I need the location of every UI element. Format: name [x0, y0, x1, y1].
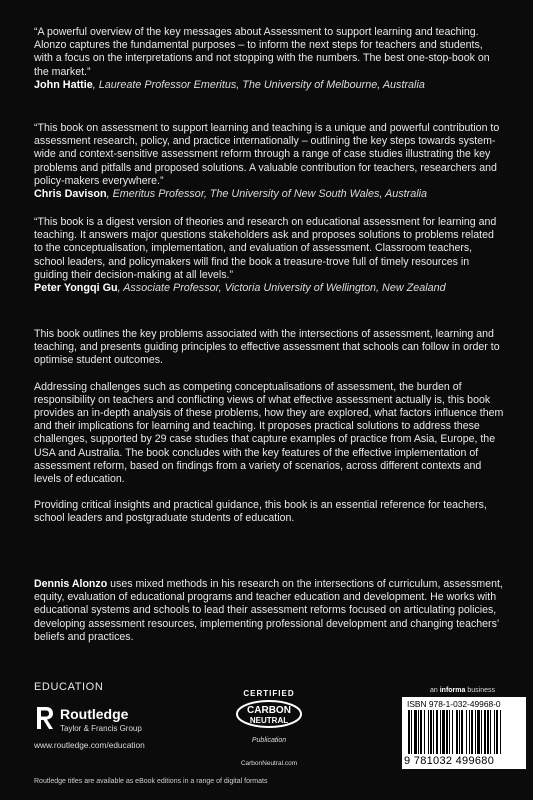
- subject-label: EDUCATION: [34, 681, 104, 693]
- barcode-bar: [481, 710, 482, 754]
- author-affiliation: , Associate Professor, Victoria University of Wellington, New Zealand: [117, 282, 446, 295]
- carbon-neutral-badge: [232, 682, 306, 762]
- publisher-group: Taylor & Francis Group: [60, 724, 142, 733]
- barcode-bar: [449, 710, 450, 754]
- carbon-url: CarbonNeutral.com: [240, 760, 298, 767]
- carbon-main-text-2: NEUTRAL: [249, 716, 289, 725]
- isbn-label: ISBN 978-1-032-49968-0: [407, 699, 501, 709]
- author-affiliation: , Emeritus Professor, The University of New South Wales, Australia: [106, 188, 428, 201]
- barcode-bar: [484, 710, 486, 754]
- publisher-name: Routledge: [60, 706, 129, 722]
- barcode-bar: [428, 710, 429, 754]
- carbon-main-text-1: CARBON: [247, 705, 291, 716]
- barcode-bar: [430, 710, 432, 754]
- barcode-bar: [418, 710, 419, 754]
- barcode-bar: [456, 710, 458, 754]
- barcode-bar: [471, 710, 473, 754]
- endorsement-1: [34, 26, 504, 92]
- barcode-bar: [487, 710, 489, 754]
- barcode-bars: [408, 710, 520, 756]
- endorsement-2: [34, 122, 504, 201]
- endorsement-author: [34, 188, 504, 201]
- informa-suffix: business: [465, 687, 495, 694]
- endorsement-quote: “A powerful overview of the key messages about Assessment to support learning and teaching. Alonzo captures the fundamental purposes – to inform the next steps for teachers and students, with a focus on the interpretations and not stopping with the numbers. The best one-stop-book on the market.”: [34, 26, 490, 78]
- endorsement-author: [34, 79, 504, 92]
- author-name: John Hattie: [34, 78, 93, 91]
- barcode-bar: [436, 710, 438, 754]
- informa-business: [430, 687, 495, 694]
- endorsement-quote: “This book is a digest version of theories and research on educational assessment for learning and teaching. It answers major questions stakeholders ask and proposes solutions to problems related to the conceptualisation, implementation, and evaluation of assessment. Classroom teachers, school leaders, and policymakers will find the book a treasure-trove full of timely resources in guiding their decision-making at all levels.”: [34, 216, 497, 281]
- endorsement-3: [34, 216, 504, 295]
- barcode-bar: [433, 710, 434, 754]
- barcode-bar: [420, 710, 422, 754]
- barcode-bar: [440, 710, 441, 754]
- barcode-bar: [490, 710, 491, 754]
- barcode-digits: 9 781032 499680: [404, 755, 495, 767]
- publisher-logo: [34, 705, 194, 741]
- publisher-url[interactable]: www.routledge.com/education: [34, 740, 145, 750]
- barcode-bar: [466, 710, 467, 754]
- description-paragraph-3: Providing critical insights and practical guidance, this book is an essential reference for teachers, school leaders and postgraduate students of education.: [34, 499, 487, 525]
- endorsement-quote: “This book on assessment to support learning and teaching is a unique and powerful contribution to assessment research, policy, and practice internationally – outlining the key steps towards system-wide and context-sensitive assessment reform through a range of case studies illustrating the key problems and pitfalls and proposed solutions. A valuable contribution for teachers, researchers and policy-makers everywhere.”: [34, 122, 500, 187]
- barcode-bar: [424, 710, 425, 754]
- barcode-bar: [452, 710, 453, 754]
- informa-prefix: an: [430, 687, 440, 694]
- carbon-sub-text: Publication: [251, 737, 287, 744]
- description-paragraph-2: Addressing challenges such as competing conceptualisations of assessment, the burden of responsibility on teachers and conflicting views of what effective assessment actually is, this book provides an in-depth analysis of these problems, how they are explored, what factors influence them and their implications for learning and teaching. It proposes practical solutions to address these challenges, supported by 29 case studies that capture examples of practice from Asia, Europe, the USA and Australia. The book concludes with the key features of the effective implementation of assessment reform, based on findings from a variety of scenarios, across different contexts and levels of education.: [34, 380, 504, 486]
- author-name: Chris Davison: [34, 188, 107, 201]
- barcode-bar: [411, 710, 412, 754]
- bio-author-name: Dennis Alonzo: [34, 578, 108, 590]
- endorsement-author: [34, 282, 504, 295]
- barcode-bar: [496, 710, 498, 754]
- author-bio: [34, 578, 504, 644]
- author-affiliation: , Laureate Professor Emeritus, The University of Melbourne, Australia: [92, 78, 425, 91]
- barcode-bar: [442, 710, 445, 754]
- carbon-certified-text: CERTIFIED: [243, 689, 295, 698]
- bio-text: uses mixed methods in his research on the intersections of curriculum, assessment, equity, evaluation of educational programs and teacher education and development. He works with educational systems and schools to lead their assessment reforms focused on articulating policies, developing assessment resources, implementing professional development and changing teachers’ beliefs and practices.: [34, 578, 503, 643]
- ebook-note: Routledge titles are available as eBook editions in a range of digital formats: [34, 778, 268, 785]
- barcode-bar: [408, 710, 410, 754]
- barcode-bar: [459, 710, 460, 754]
- description-paragraph-1: This book outlines the key problems associated with the intersections of assessment, learning and teaching, and presents guiding principles to effective assessment that schools can follow in order to optimise student outcomes.: [34, 328, 500, 367]
- routledge-r-icon: [34, 705, 56, 731]
- book-description: [34, 328, 504, 539]
- barcode-bar: [446, 710, 448, 754]
- isbn-barcode: [402, 697, 526, 769]
- barcode-bar: [461, 710, 463, 754]
- barcode-bar: [475, 710, 476, 754]
- barcode-bar: [414, 710, 417, 754]
- barcode-bar: [500, 710, 501, 754]
- barcode-bar: [494, 710, 495, 754]
- barcode-bar: [469, 710, 470, 754]
- barcode-bar: [477, 710, 480, 754]
- informa-brand: informa: [439, 687, 466, 694]
- author-name: Peter Yongqi Gu: [34, 282, 118, 295]
